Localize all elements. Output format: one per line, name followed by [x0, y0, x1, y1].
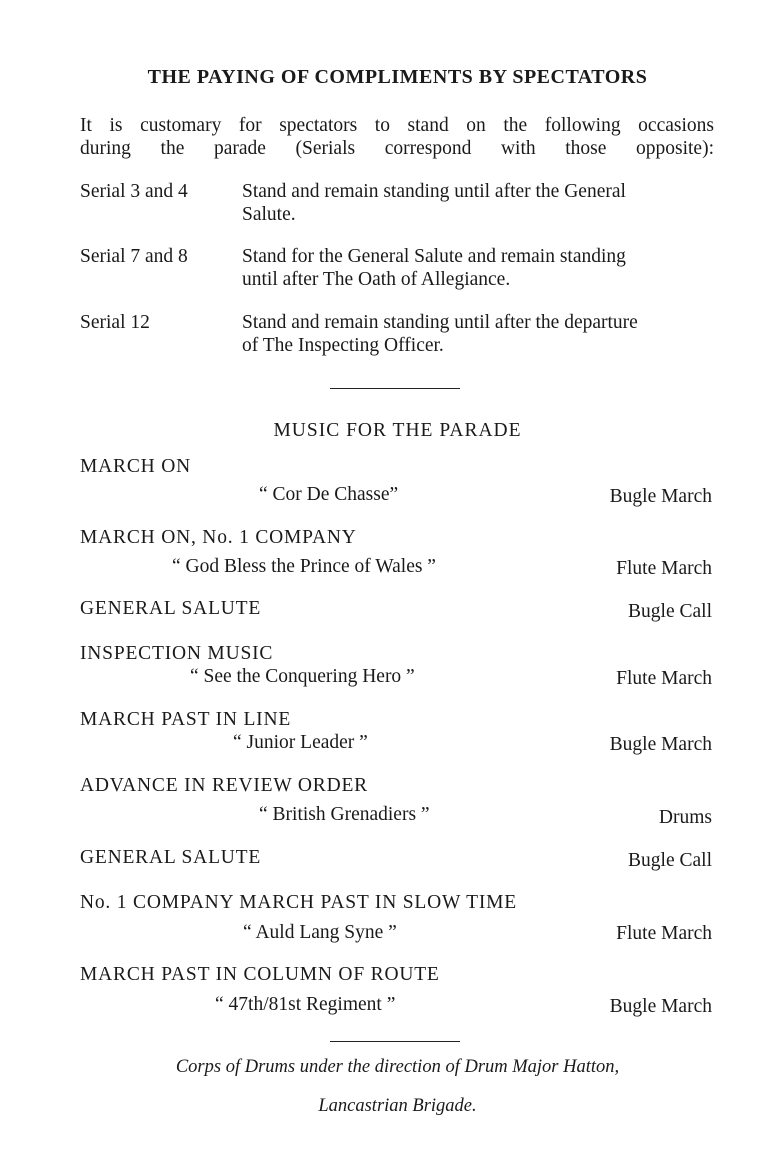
- serial-instruction-line: Stand and remain standing until after the departure: [242, 312, 638, 333]
- tune-title: “ God Bless the Prince of Wales ”: [172, 556, 436, 577]
- serial-instruction-line: Stand for the General Salute and remain standing: [242, 246, 626, 267]
- tune-title: “ See the Conquering Hero ”: [190, 666, 415, 687]
- footer-credit: Lancastrian Brigade.: [318, 1096, 477, 1116]
- section-divider: [330, 388, 460, 389]
- serial-label: Serial 7 and 8: [80, 246, 188, 267]
- music-heading: INSPECTION MUSIC: [80, 643, 274, 664]
- music-type: Bugle March: [609, 486, 712, 507]
- serial-instruction: [242, 245, 717, 291]
- tune-title: “ British Grenadiers ”: [259, 804, 430, 825]
- intro-line: It is customary for spectators to stand on the following occasions: [80, 115, 714, 136]
- serial-instruction: [242, 180, 717, 226]
- music-type: Drums: [658, 807, 712, 828]
- tune-title: “ Junior Leader ”: [233, 732, 368, 753]
- music-section-title: MUSIC FOR THE PARADE: [273, 420, 522, 441]
- music-type: Flute March: [616, 558, 712, 579]
- serial-instruction-line: until after The Oath of Allegiance.: [242, 269, 511, 290]
- tune-title: “ Auld Lang Syne ”: [243, 922, 397, 943]
- intro-paragraph: [80, 114, 714, 160]
- serial-instruction-line: of The Inspecting Officer.: [242, 335, 444, 356]
- section-divider: [330, 1041, 460, 1042]
- serial-instruction-line: Salute.: [242, 204, 296, 225]
- intro-line: during the parade (Serials correspond with those opposite):: [80, 138, 714, 159]
- music-heading: MARCH ON: [80, 456, 191, 477]
- music-heading: No. 1 COMPANY MARCH PAST IN SLOW TIME: [80, 892, 518, 913]
- serial-label: Serial 12: [80, 312, 150, 333]
- tune-title: “ 47th/81st Regiment ”: [215, 994, 396, 1015]
- music-type: Flute March: [616, 923, 712, 944]
- music-heading: GENERAL SALUTE: [80, 598, 262, 619]
- music-type: Bugle Call: [628, 850, 712, 871]
- music-heading: GENERAL SALUTE: [80, 847, 262, 868]
- music-heading: MARCH PAST IN LINE: [80, 709, 292, 730]
- page-title: THE PAYING OF COMPLIMENTS BY SPECTATORS: [147, 66, 648, 88]
- music-heading: MARCH ON, No. 1 COMPANY: [80, 527, 357, 548]
- music-type: Bugle March: [609, 734, 712, 755]
- music-type: Flute March: [616, 668, 712, 689]
- serial-label: Serial 3 and 4: [80, 181, 188, 202]
- music-type: Bugle March: [609, 996, 712, 1017]
- music-heading: MARCH PAST IN COLUMN OF ROUTE: [80, 964, 440, 985]
- footer-credit: Corps of Drums under the direction of Drum Major Hatton,: [175, 1057, 620, 1077]
- music-type: Bugle Call: [628, 601, 712, 622]
- music-heading: ADVANCE IN REVIEW ORDER: [80, 775, 368, 796]
- serial-instruction: [242, 311, 717, 357]
- tune-title: “ Cor De Chasse”: [259, 484, 399, 505]
- serial-instruction-line: Stand and remain standing until after the General: [242, 181, 626, 202]
